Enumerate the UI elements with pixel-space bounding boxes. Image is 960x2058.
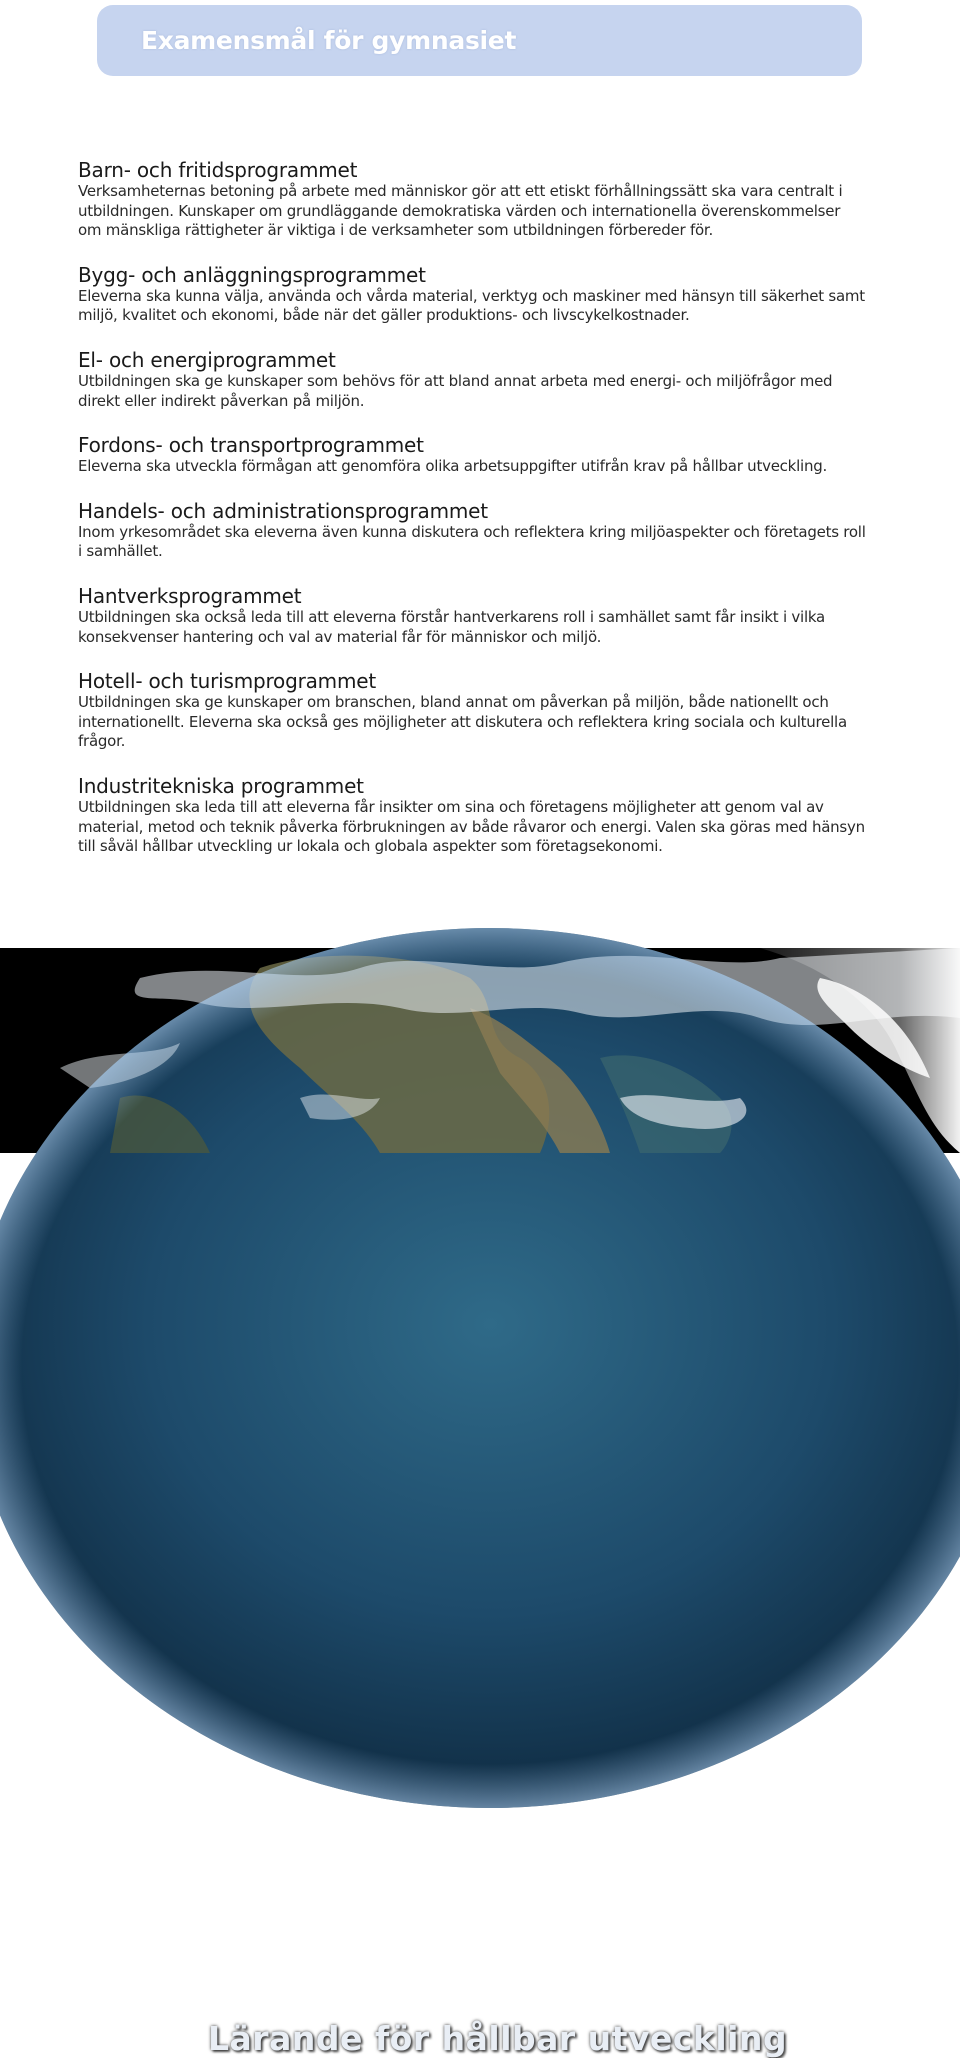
text-line: Verksamheternas betoning på arbete med människor gör att ett etiskt förhållningssätt ska vara centralt i — [78, 182, 843, 200]
text-line: om mänskliga rättigheter är viktiga i de verksamheter som utbildningen förbereder för. — [78, 221, 713, 240]
program-heading: Industritekniska programmet — [78, 773, 364, 798]
text-line: utbildningen. Kunskaper om grundläggande demokratiska värden och internationella överenskommelser — [78, 201, 841, 220]
program-heading: Hotell- och turismprogrammet — [78, 669, 376, 694]
program-section — [78, 499, 886, 562]
text-line: internationellt. Eleverna ska också ges möjligheter att diskutera och reflektera kring sociala och kulturella — [78, 712, 847, 731]
text-line: material, metod och teknik påverka förbrukningen av både råvaror och energi. Valen ska göras med hänsyn — [78, 817, 865, 836]
text-line: Utbildningen ska ge kunskaper som behövs för att bland annat arbeta med energi- och miljöfrågor med — [78, 371, 833, 390]
program-heading: Hantverksprogrammet — [78, 583, 302, 608]
text-line: till såväl hållbar utveckling ur lokala och globala aspekter som företagsekonomi. — [78, 837, 663, 856]
program-description — [78, 457, 886, 477]
program-heading: El- och energiprogrammet — [78, 347, 336, 372]
text-line: i samhället. — [78, 542, 163, 561]
text-line: Utbildningen ska leda till att eleverna får insikter om sina och företagens möjligheter att genom val av — [78, 797, 824, 816]
program-description — [78, 372, 886, 411]
text-line: Utbildningen ska ge kunskaper om branschen, bland annat om påverkan på miljön, både nationellt och — [78, 693, 829, 712]
title-banner — [97, 5, 862, 76]
program-heading: Barn- och fritidsprogrammet — [78, 158, 358, 182]
program-description — [78, 608, 886, 647]
text-line: konsekvenser hantering och val av material får för människor och miljö. — [78, 627, 602, 646]
program-description — [78, 693, 886, 752]
text-line: direkt eller indirekt påverkan på miljön. — [78, 391, 365, 410]
program-section — [78, 158, 886, 241]
program-description — [78, 523, 886, 562]
program-section — [78, 584, 886, 647]
program-heading: Handels- och administrationsprogrammet — [78, 498, 488, 523]
text-line: miljö, kvalitet och ekonomi, både när det gäller produktions- och livscykelkostnader. — [78, 306, 690, 325]
program-heading: Bygg- och anläggningsprogrammet — [78, 262, 426, 287]
text-line: Eleverna ska kunna välja, använda och vårda material, verktyg och maskiner med hänsyn till säkerhet samt — [78, 286, 865, 305]
program-description — [78, 287, 886, 326]
earth-globe-image — [0, 948, 960, 1153]
program-list — [78, 158, 886, 879]
text-line: Inom yrkesområdet ska eleverna även kunna diskutera och reflektera kring miljöaspekter och företagets roll — [78, 522, 866, 541]
text-line: frågor. — [78, 732, 126, 751]
banner-caption: Lärande för hållbar utveckling — [208, 2019, 788, 2058]
program-section — [78, 433, 886, 477]
program-heading: Fordons- och transportprogrammet — [78, 433, 424, 458]
text-line: Eleverna ska utveckla förmågan att genomföra olika arbetsuppgifter utifrån krav på hållbar utveckling. — [78, 457, 827, 476]
program-description — [78, 798, 886, 857]
program-section — [78, 669, 886, 752]
page-title: Examensmål för gymnasiet — [141, 26, 517, 55]
program-section — [78, 348, 886, 411]
program-description — [78, 182, 886, 241]
text-line: Utbildningen ska också leda till att eleverna förstår hantverkarens roll i samhället samt får insikt i vilka — [78, 607, 825, 626]
program-section — [78, 774, 886, 857]
program-section — [78, 263, 886, 326]
earth-banner — [0, 948, 960, 2058]
